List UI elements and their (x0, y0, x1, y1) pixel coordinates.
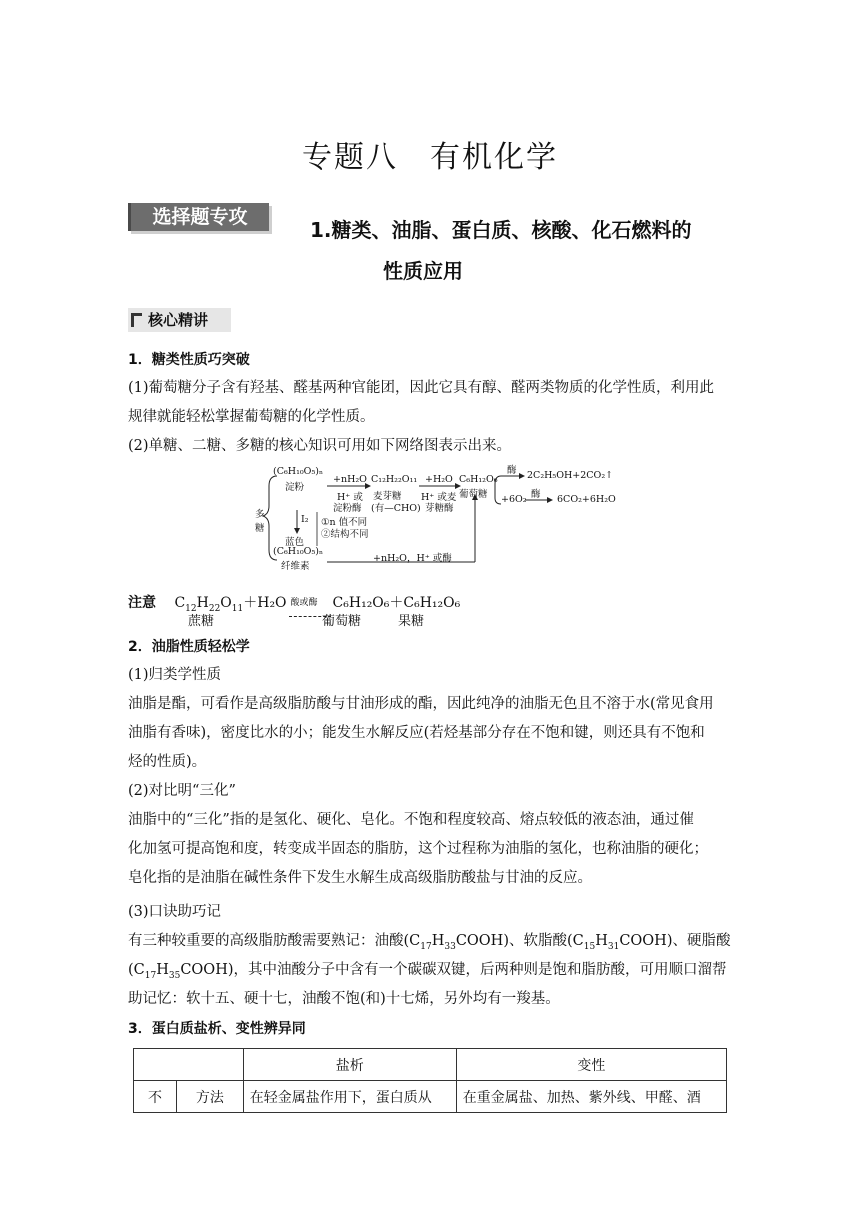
s2-t3-line2: $(C_{17}H_{35}COOH)$，其中油酸分子中含有一个碳碳双键，后两种则是饱和脂肪酸，可用顺口溜帮 (128, 962, 727, 981)
diagram-cellulose: 纤维素 (281, 561, 310, 572)
table-header-empty (134, 1049, 244, 1081)
diagram-bottom-arrow: +nH₂O，H⁺ 或酶 (373, 553, 452, 564)
note-name-sucrose: 蔗糖 (188, 614, 215, 629)
topic-heading-line2: 性质应用 (383, 259, 463, 283)
diagram-arrow2-top: +H₂O (425, 474, 453, 485)
diagram-o2: +6O₂ (501, 494, 527, 505)
s2-t1-line1: 油脂是酯，可看作是高级脂肪酸与甘油形成的酯，因此纯净的油脂无色且不溶于水(常见食用 (128, 696, 714, 712)
diagram-maltose-note: (有—CHO) (371, 503, 421, 514)
s2-t1-line2: 油脂有香味)，密度比水的小；能发生水解反应(若烃基部分存在不饱和键，则还具有不饱和 (128, 725, 705, 741)
s2-sub1: (1)归类学性质 (128, 667, 222, 683)
diagram-poly-char2: 糖 (255, 523, 265, 534)
diagram-enzyme2: 酶 (531, 489, 541, 500)
s1-para2: (2)单糖、二糖、多糖的核心知识可用如下网络图表示出来。 (128, 438, 512, 454)
diagram-poly-char1: 多 (255, 509, 265, 520)
table-row (134, 1081, 727, 1113)
section-2-title: 2．油脂性质轻松学 (128, 639, 250, 655)
diagram-arrow2-bot1: H⁺ 或麦 (421, 492, 457, 503)
table-cell-r1c4: 在重金属盐、加热、紫外线、甲醛、酒 (456, 1081, 726, 1113)
s2-t1-line3: 烃的性质)。 (128, 754, 207, 770)
comparison-table (133, 1048, 727, 1113)
s2-sub3: (3)口诀助巧记 (128, 904, 222, 920)
diagram-diff2: ②结构不同 (321, 529, 369, 540)
diagram-product2: 6CO₂+6H₂O (557, 494, 616, 505)
section-1-title: 1．糖类性质巧突破 (128, 352, 250, 368)
diagram-cellulose-formula: (C₆H₁₀O₅)ₙ (273, 546, 324, 557)
note-name-glucose: 葡萄糖 (322, 614, 362, 629)
diagram-i2: I₂ (301, 514, 309, 525)
note-name-fructose: 果糖 (398, 614, 425, 629)
core-section-label (128, 308, 231, 332)
diagram-glucose-formula: C₆H₁₂O₆ (459, 474, 498, 485)
s1-para1-line1: (1)葡萄糖分子含有羟基、醛基两种官能团，因此它具有醇、醛两类物质的化学性质，利用此 (128, 380, 715, 396)
s2-t3-line1: 有三种较重要的高级脂肪酸需要熟记：油酸$(C_{17}H_{33}COOH)$、软脂酸$(C_{15}H_{31}COOH)$、硬脂酸 (128, 933, 731, 952)
diagram-diff1: ①n 值不同 (321, 517, 368, 528)
s2-sub2: (2)对比明“三化” (128, 783, 236, 799)
s2-t2-line2: 化加氢可提高饱和度，转变成半固态的脂肪，这个过程称为油脂的氢化，也称油脂的硬化； (128, 841, 708, 857)
diagram-arrow1-bot1: H⁺ 或 (337, 492, 363, 503)
sugar-network-diagram (255, 462, 615, 570)
table-cell-r1c3: 在轻金属盐作用下，蛋白质从 (243, 1081, 456, 1113)
s2-t2-line3: 皂化指的是油脂在碱性条件下发生水解生成高级脂肪酸盐与甘油的反应。 (128, 870, 592, 886)
bracket-icon (131, 313, 142, 327)
section-3-title: 3．蛋白质盐析、变性辨异同 (128, 1021, 306, 1037)
diagram-arrow1-top: +nH₂O (333, 474, 367, 485)
table-header-denaturation: 变性 (456, 1049, 726, 1081)
diagram-starch: 淀粉 (285, 482, 305, 493)
s2-t2-line1: 油脂中的“三化”指的是氢化、硬化、皂化。不饱和程度较高、熔点较低的液态油，通过催 (128, 812, 694, 828)
s1-para1-line2: 规律就能轻松掌握葡萄糖的化学性质。 (128, 409, 375, 425)
diagram-arrow2-bot2: 芽糖酶 (425, 503, 454, 514)
topic-heading-line1: 1.糖类、油脂、蛋白质、核酸、化石燃料的 (310, 218, 692, 242)
note-products: C₆H₁₂O₆＋C₆H₁₂O₆ (332, 595, 461, 611)
diagram-maltose: 麦芽糖 (373, 491, 402, 502)
diagram-arrow1-bot2: 淀粉酶 (333, 503, 362, 514)
diagram-maltose-formula: C₁₂H₂₂O₁₁ (371, 474, 418, 485)
note-sucrose: $C_{12}H_{22}O_{11}$ (174, 595, 244, 614)
note-water: ＋H₂O (243, 595, 287, 611)
diagram-starch-formula: (C₆H₁₀O₅)ₙ (273, 466, 324, 477)
table-header-salting: 盐析 (243, 1049, 456, 1081)
diagram-enzyme1: 酶 (507, 465, 517, 476)
table-header-row (134, 1049, 727, 1081)
table-cell-r1c2: 方法 (177, 1081, 244, 1113)
table-cell-r1c1: 不 (134, 1081, 177, 1113)
diagram-glucose: 葡萄糖 (459, 489, 488, 500)
section-badge: 选择题专攻 (128, 203, 269, 231)
s2-t3-line3: 助记忆：软十五、硬十七，油酸不饱(和)十七烯，另外均有一羧基。 (128, 991, 560, 1007)
diagram-blue: 蓝色 (285, 537, 305, 548)
page-title: 专题八 有机化学 (302, 140, 558, 175)
core-label-text: 核心精讲 (148, 311, 209, 329)
diagram-product1: 2C₂H₅OH+2CO₂↑ (527, 470, 614, 481)
note-label: 注意 (128, 595, 156, 611)
note-condition: 酸或酶 (290, 598, 318, 608)
